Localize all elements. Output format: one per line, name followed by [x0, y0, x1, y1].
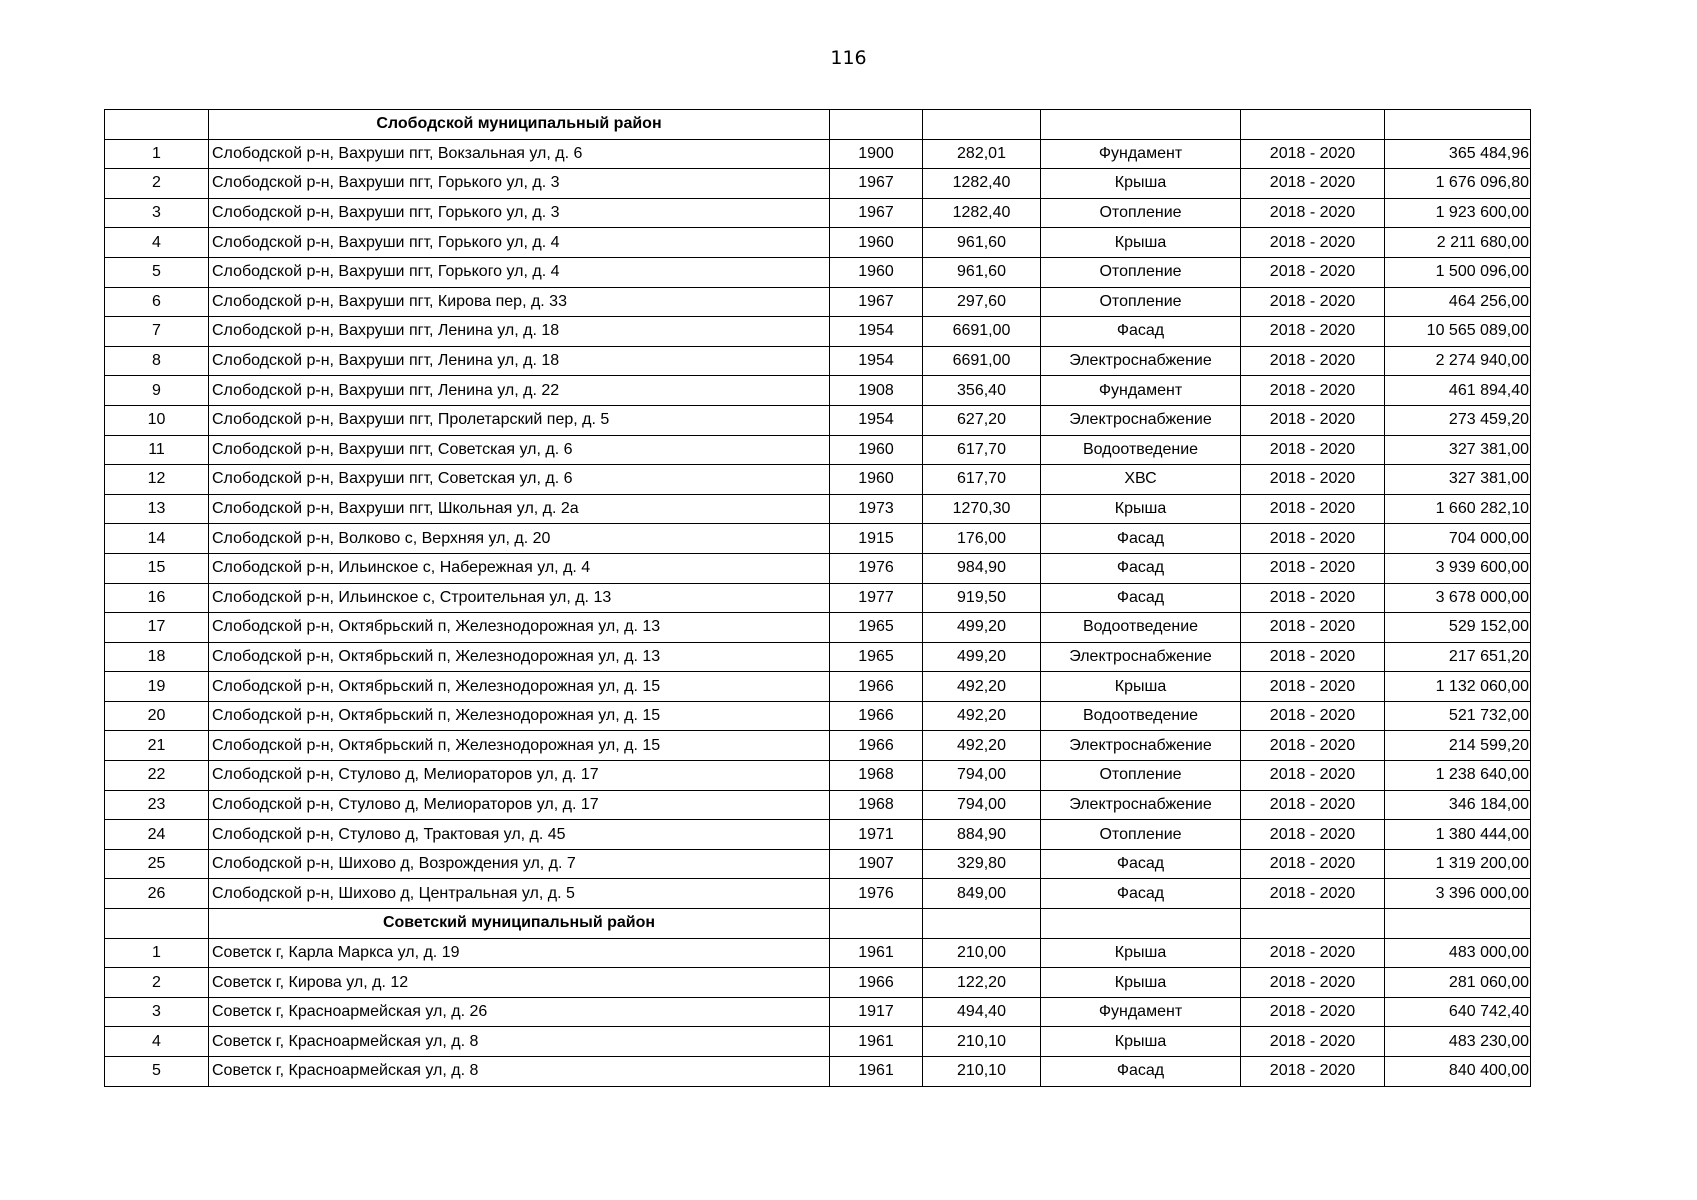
address-cell: Слободской р-н, Октябрьский п, Железнодорожная ул, д. 15 [209, 731, 830, 761]
row-number-cell: 8 [105, 346, 209, 376]
row-number-cell: 4 [105, 228, 209, 258]
address-cell: Советск г, Карла Маркса ул, д. 19 [209, 938, 830, 968]
cost-cell: 840 400,00 [1385, 1057, 1531, 1087]
area-cell: 627,20 [923, 405, 1041, 435]
cost-cell: 461 894,40 [1385, 376, 1531, 406]
table-row [105, 879, 1531, 909]
area-cell: 984,90 [923, 553, 1041, 583]
period-cell: 2018 - 2020 [1241, 553, 1385, 583]
table-row [105, 583, 1531, 613]
period-cell: 2018 - 2020 [1241, 997, 1385, 1027]
address-cell: Слободской р-н, Вахруши пгт, Пролетарский пер, д. 5 [209, 405, 830, 435]
area-cell: 210,10 [923, 1027, 1041, 1057]
work-type-cell: Отопление [1041, 257, 1241, 287]
area-cell: 176,00 [923, 524, 1041, 554]
work-type-cell: Электроснабжение [1041, 642, 1241, 672]
build-year-cell: 1917 [830, 997, 923, 1027]
row-number-cell: 22 [105, 761, 209, 791]
work-type-cell: Водоотведение [1041, 435, 1241, 465]
address-cell: Слободской р-н, Вахруши пгт, Советская ул, д. 6 [209, 435, 830, 465]
cost-cell: 2 211 680,00 [1385, 228, 1531, 258]
cost-cell: 3 396 000,00 [1385, 879, 1531, 909]
address-cell: Слободской р-н, Ильинское с, Строительная ул, д. 13 [209, 583, 830, 613]
area-cell: 617,70 [923, 435, 1041, 465]
period-cell: 2018 - 2020 [1241, 672, 1385, 702]
build-year-cell: 1966 [830, 701, 923, 731]
empty-cell [105, 110, 209, 140]
cost-cell: 365 484,96 [1385, 139, 1531, 169]
address-cell: Слободской р-н, Вахруши пгт, Советская ул, д. 6 [209, 465, 830, 495]
row-number-cell: 17 [105, 613, 209, 643]
empty-cell [923, 110, 1041, 140]
registry-body [105, 110, 1531, 1087]
address-cell: Слободской р-н, Шихово д, Центральная ул, д. 5 [209, 879, 830, 909]
area-cell: 492,20 [923, 701, 1041, 731]
work-type-cell: Фундамент [1041, 376, 1241, 406]
period-cell: 2018 - 2020 [1241, 879, 1385, 909]
cost-cell: 464 256,00 [1385, 287, 1531, 317]
table-row [105, 1057, 1531, 1087]
cost-cell: 10 565 089,00 [1385, 317, 1531, 347]
address-cell: Слободской р-н, Шихово д, Возрождения ул, д. 7 [209, 849, 830, 879]
page-number: 116 [830, 47, 867, 69]
row-number-cell: 24 [105, 820, 209, 850]
address-cell: Советск г, Кирова ул, д. 12 [209, 968, 830, 998]
table-row [105, 731, 1531, 761]
address-cell: Советск г, Красноармейская ул, д. 8 [209, 1057, 830, 1087]
empty-cell [1241, 110, 1385, 140]
work-type-cell: Фасад [1041, 879, 1241, 909]
area-cell: 210,10 [923, 1057, 1041, 1087]
cost-cell: 1 132 060,00 [1385, 672, 1531, 702]
work-type-cell: Фасад [1041, 524, 1241, 554]
build-year-cell: 1965 [830, 642, 923, 672]
table-row [105, 997, 1531, 1027]
period-cell: 2018 - 2020 [1241, 761, 1385, 791]
cost-cell: 3 939 600,00 [1385, 553, 1531, 583]
row-number-cell: 7 [105, 317, 209, 347]
row-number-cell: 19 [105, 672, 209, 702]
table-row [105, 198, 1531, 228]
row-number-cell: 18 [105, 642, 209, 672]
area-cell: 961,60 [923, 257, 1041, 287]
work-type-cell: Отопление [1041, 287, 1241, 317]
period-cell: 2018 - 2020 [1241, 849, 1385, 879]
table-row [105, 524, 1531, 554]
work-type-cell: Водоотведение [1041, 613, 1241, 643]
build-year-cell: 1968 [830, 790, 923, 820]
build-year-cell: 1965 [830, 613, 923, 643]
table-row [105, 553, 1531, 583]
repair-registry-table [104, 109, 1531, 1087]
empty-cell [105, 909, 209, 939]
build-year-cell: 1907 [830, 849, 923, 879]
build-year-cell: 1960 [830, 465, 923, 495]
table-row [105, 376, 1531, 406]
work-type-cell: Электроснабжение [1041, 346, 1241, 376]
period-cell: 2018 - 2020 [1241, 257, 1385, 287]
table-row [105, 1027, 1531, 1057]
period-cell: 2018 - 2020 [1241, 1027, 1385, 1057]
build-year-cell: 1900 [830, 139, 923, 169]
build-year-cell: 1966 [830, 968, 923, 998]
row-number-cell: 20 [105, 701, 209, 731]
row-number-cell: 11 [105, 435, 209, 465]
table-row [105, 346, 1531, 376]
work-type-cell: Фасад [1041, 317, 1241, 347]
cost-cell: 1 319 200,00 [1385, 849, 1531, 879]
address-cell: Слободской р-н, Октябрьский п, Железнодорожная ул, д. 15 [209, 701, 830, 731]
row-number-cell: 5 [105, 1057, 209, 1087]
work-type-cell: Фундамент [1041, 997, 1241, 1027]
period-cell: 2018 - 2020 [1241, 524, 1385, 554]
build-year-cell: 1960 [830, 435, 923, 465]
area-cell: 794,00 [923, 761, 1041, 791]
table-row [105, 613, 1531, 643]
cost-cell: 1 380 444,00 [1385, 820, 1531, 850]
cost-cell: 3 678 000,00 [1385, 583, 1531, 613]
period-cell: 2018 - 2020 [1241, 346, 1385, 376]
address-cell: Слободской р-н, Вахруши пгт, Ленина ул, д. 18 [209, 317, 830, 347]
period-cell: 2018 - 2020 [1241, 642, 1385, 672]
table-row [105, 317, 1531, 347]
area-cell: 1282,40 [923, 169, 1041, 199]
cost-cell: 1 500 096,00 [1385, 257, 1531, 287]
table-row [105, 435, 1531, 465]
table-row [105, 790, 1531, 820]
period-cell: 2018 - 2020 [1241, 790, 1385, 820]
cost-cell: 2 274 940,00 [1385, 346, 1531, 376]
build-year-cell: 1973 [830, 494, 923, 524]
period-cell: 2018 - 2020 [1241, 494, 1385, 524]
address-cell: Слободской р-н, Стулово д, Мелиораторов ул, д. 17 [209, 761, 830, 791]
area-cell: 961,60 [923, 228, 1041, 258]
cost-cell: 1 676 096,80 [1385, 169, 1531, 199]
row-number-cell: 12 [105, 465, 209, 495]
work-type-cell: Фасад [1041, 583, 1241, 613]
address-cell: Слободской р-н, Вахруши пгт, Горького ул, д. 4 [209, 228, 830, 258]
address-cell: Слободской р-н, Вахруши пгт, Ленина ул, д. 18 [209, 346, 830, 376]
work-type-cell: Фасад [1041, 553, 1241, 583]
cost-cell: 640 742,40 [1385, 997, 1531, 1027]
address-cell: Слободской р-н, Октябрьский п, Железнодорожная ул, д. 15 [209, 672, 830, 702]
row-number-cell: 6 [105, 287, 209, 317]
cost-cell: 529 152,00 [1385, 613, 1531, 643]
row-number-cell: 3 [105, 198, 209, 228]
area-cell: 329,80 [923, 849, 1041, 879]
work-type-cell: Фундамент [1041, 139, 1241, 169]
work-type-cell: Крыша [1041, 494, 1241, 524]
period-cell: 2018 - 2020 [1241, 820, 1385, 850]
period-cell: 2018 - 2020 [1241, 968, 1385, 998]
period-cell: 2018 - 2020 [1241, 731, 1385, 761]
address-cell: Слободской р-н, Стулово д, Трактовая ул, д. 45 [209, 820, 830, 850]
cost-cell: 281 060,00 [1385, 968, 1531, 998]
build-year-cell: 1966 [830, 672, 923, 702]
section-header-row [105, 110, 1531, 140]
period-cell: 2018 - 2020 [1241, 287, 1385, 317]
address-cell: Слободской р-н, Вахруши пгт, Школьная ул, д. 2а [209, 494, 830, 524]
work-type-cell: Крыша [1041, 938, 1241, 968]
table-row [105, 642, 1531, 672]
period-cell: 2018 - 2020 [1241, 465, 1385, 495]
address-cell: Слободской р-н, Октябрьский п, Железнодорожная ул, д. 13 [209, 642, 830, 672]
row-number-cell: 5 [105, 257, 209, 287]
cost-cell: 346 184,00 [1385, 790, 1531, 820]
empty-cell [1385, 909, 1531, 939]
address-cell: Слободской р-н, Ильинское с, Набережная ул, д. 4 [209, 553, 830, 583]
row-number-cell: 10 [105, 405, 209, 435]
empty-cell [830, 110, 923, 140]
area-cell: 122,20 [923, 968, 1041, 998]
row-number-cell: 3 [105, 997, 209, 1027]
period-cell: 2018 - 2020 [1241, 317, 1385, 347]
area-cell: 499,20 [923, 613, 1041, 643]
period-cell: 2018 - 2020 [1241, 139, 1385, 169]
work-type-cell: Отопление [1041, 198, 1241, 228]
address-cell: Слободской р-н, Вахруши пгт, Горького ул, д. 4 [209, 257, 830, 287]
area-cell: 494,40 [923, 997, 1041, 1027]
work-type-cell: Электроснабжение [1041, 405, 1241, 435]
table-row [105, 938, 1531, 968]
build-year-cell: 1961 [830, 1057, 923, 1087]
empty-cell [1241, 909, 1385, 939]
row-number-cell: 9 [105, 376, 209, 406]
row-number-cell: 25 [105, 849, 209, 879]
period-cell: 2018 - 2020 [1241, 228, 1385, 258]
row-number-cell: 14 [105, 524, 209, 554]
cost-cell: 483 000,00 [1385, 938, 1531, 968]
area-cell: 1270,30 [923, 494, 1041, 524]
build-year-cell: 1954 [830, 346, 923, 376]
area-cell: 210,00 [923, 938, 1041, 968]
build-year-cell: 1967 [830, 287, 923, 317]
period-cell: 2018 - 2020 [1241, 405, 1385, 435]
empty-cell [1385, 110, 1531, 140]
build-year-cell: 1971 [830, 820, 923, 850]
address-cell: Советск г, Красноармейская ул, д. 26 [209, 997, 830, 1027]
cost-cell: 327 381,00 [1385, 435, 1531, 465]
area-cell: 617,70 [923, 465, 1041, 495]
table-row [105, 169, 1531, 199]
work-type-cell: Фасад [1041, 849, 1241, 879]
period-cell: 2018 - 2020 [1241, 1057, 1385, 1087]
period-cell: 2018 - 2020 [1241, 613, 1385, 643]
table-row [105, 672, 1531, 702]
address-cell: Слободской р-н, Вахруши пгт, Вокзальная ул, д. 6 [209, 139, 830, 169]
empty-cell [1041, 110, 1241, 140]
period-cell: 2018 - 2020 [1241, 198, 1385, 228]
work-type-cell: Отопление [1041, 761, 1241, 791]
area-cell: 492,20 [923, 731, 1041, 761]
row-number-cell: 16 [105, 583, 209, 613]
work-type-cell: Водоотведение [1041, 701, 1241, 731]
table-row [105, 139, 1531, 169]
build-year-cell: 1954 [830, 317, 923, 347]
table-row [105, 761, 1531, 791]
cost-cell: 521 732,00 [1385, 701, 1531, 731]
address-cell: Слободской р-н, Волково с, Верхняя ул, д. 20 [209, 524, 830, 554]
build-year-cell: 1966 [830, 731, 923, 761]
address-cell: Советск г, Красноармейская ул, д. 8 [209, 1027, 830, 1057]
build-year-cell: 1954 [830, 405, 923, 435]
period-cell: 2018 - 2020 [1241, 169, 1385, 199]
cost-cell: 273 459,20 [1385, 405, 1531, 435]
address-cell: Слободской р-н, Вахруши пгт, Кирова пер, д. 33 [209, 287, 830, 317]
section-title: Советский муниципальный район [209, 909, 830, 939]
empty-cell [830, 909, 923, 939]
empty-cell [923, 909, 1041, 939]
area-cell: 492,20 [923, 672, 1041, 702]
work-type-cell: Отопление [1041, 820, 1241, 850]
build-year-cell: 1967 [830, 198, 923, 228]
table-row [105, 968, 1531, 998]
period-cell: 2018 - 2020 [1241, 938, 1385, 968]
build-year-cell: 1915 [830, 524, 923, 554]
cost-cell: 704 000,00 [1385, 524, 1531, 554]
table-row [105, 257, 1531, 287]
work-type-cell: Крыша [1041, 672, 1241, 702]
table-row [105, 228, 1531, 258]
row-number-cell: 26 [105, 879, 209, 909]
build-year-cell: 1976 [830, 553, 923, 583]
address-cell: Слободской р-н, Октябрьский п, Железнодорожная ул, д. 13 [209, 613, 830, 643]
address-cell: Слободской р-н, Стулово д, Мелиораторов ул, д. 17 [209, 790, 830, 820]
build-year-cell: 1908 [830, 376, 923, 406]
build-year-cell: 1977 [830, 583, 923, 613]
row-number-cell: 13 [105, 494, 209, 524]
area-cell: 297,60 [923, 287, 1041, 317]
period-cell: 2018 - 2020 [1241, 435, 1385, 465]
cost-cell: 1 238 640,00 [1385, 761, 1531, 791]
cost-cell: 483 230,00 [1385, 1027, 1531, 1057]
build-year-cell: 1967 [830, 169, 923, 199]
row-number-cell: 2 [105, 169, 209, 199]
table-row [105, 849, 1531, 879]
period-cell: 2018 - 2020 [1241, 701, 1385, 731]
work-type-cell: Крыша [1041, 1027, 1241, 1057]
cost-cell: 214 599,20 [1385, 731, 1531, 761]
table-row [105, 287, 1531, 317]
table-row [105, 820, 1531, 850]
area-cell: 6691,00 [923, 346, 1041, 376]
row-number-cell: 1 [105, 938, 209, 968]
address-cell: Слободской р-н, Вахруши пгт, Горького ул, д. 3 [209, 198, 830, 228]
work-type-cell: Крыша [1041, 968, 1241, 998]
area-cell: 1282,40 [923, 198, 1041, 228]
work-type-cell: Фасад [1041, 1057, 1241, 1087]
row-number-cell: 23 [105, 790, 209, 820]
row-number-cell: 15 [105, 553, 209, 583]
section-header-row [105, 909, 1531, 939]
work-type-cell: Электроснабжение [1041, 790, 1241, 820]
build-year-cell: 1960 [830, 228, 923, 258]
build-year-cell: 1960 [830, 257, 923, 287]
work-type-cell: Электроснабжение [1041, 731, 1241, 761]
table-row [105, 494, 1531, 524]
area-cell: 282,01 [923, 139, 1041, 169]
area-cell: 356,40 [923, 376, 1041, 406]
build-year-cell: 1961 [830, 1027, 923, 1057]
address-cell: Слободской р-н, Вахруши пгт, Ленина ул, д. 22 [209, 376, 830, 406]
area-cell: 499,20 [923, 642, 1041, 672]
cost-cell: 327 381,00 [1385, 465, 1531, 495]
row-number-cell: 1 [105, 139, 209, 169]
area-cell: 849,00 [923, 879, 1041, 909]
build-year-cell: 1976 [830, 879, 923, 909]
work-type-cell: Крыша [1041, 228, 1241, 258]
row-number-cell: 21 [105, 731, 209, 761]
empty-cell [1041, 909, 1241, 939]
area-cell: 794,00 [923, 790, 1041, 820]
period-cell: 2018 - 2020 [1241, 376, 1385, 406]
table-row [105, 405, 1531, 435]
table-row [105, 465, 1531, 495]
cost-cell: 1 660 282,10 [1385, 494, 1531, 524]
cost-cell: 217 651,20 [1385, 642, 1531, 672]
address-cell: Слободской р-н, Вахруши пгт, Горького ул, д. 3 [209, 169, 830, 199]
row-number-cell: 2 [105, 968, 209, 998]
row-number-cell: 4 [105, 1027, 209, 1057]
build-year-cell: 1961 [830, 938, 923, 968]
build-year-cell: 1968 [830, 761, 923, 791]
area-cell: 6691,00 [923, 317, 1041, 347]
table-row [105, 701, 1531, 731]
cost-cell: 1 923 600,00 [1385, 198, 1531, 228]
period-cell: 2018 - 2020 [1241, 583, 1385, 613]
section-title: Слободской муниципальный район [209, 110, 830, 140]
area-cell: 919,50 [923, 583, 1041, 613]
area-cell: 884,90 [923, 820, 1041, 850]
work-type-cell: ХВС [1041, 465, 1241, 495]
work-type-cell: Крыша [1041, 169, 1241, 199]
